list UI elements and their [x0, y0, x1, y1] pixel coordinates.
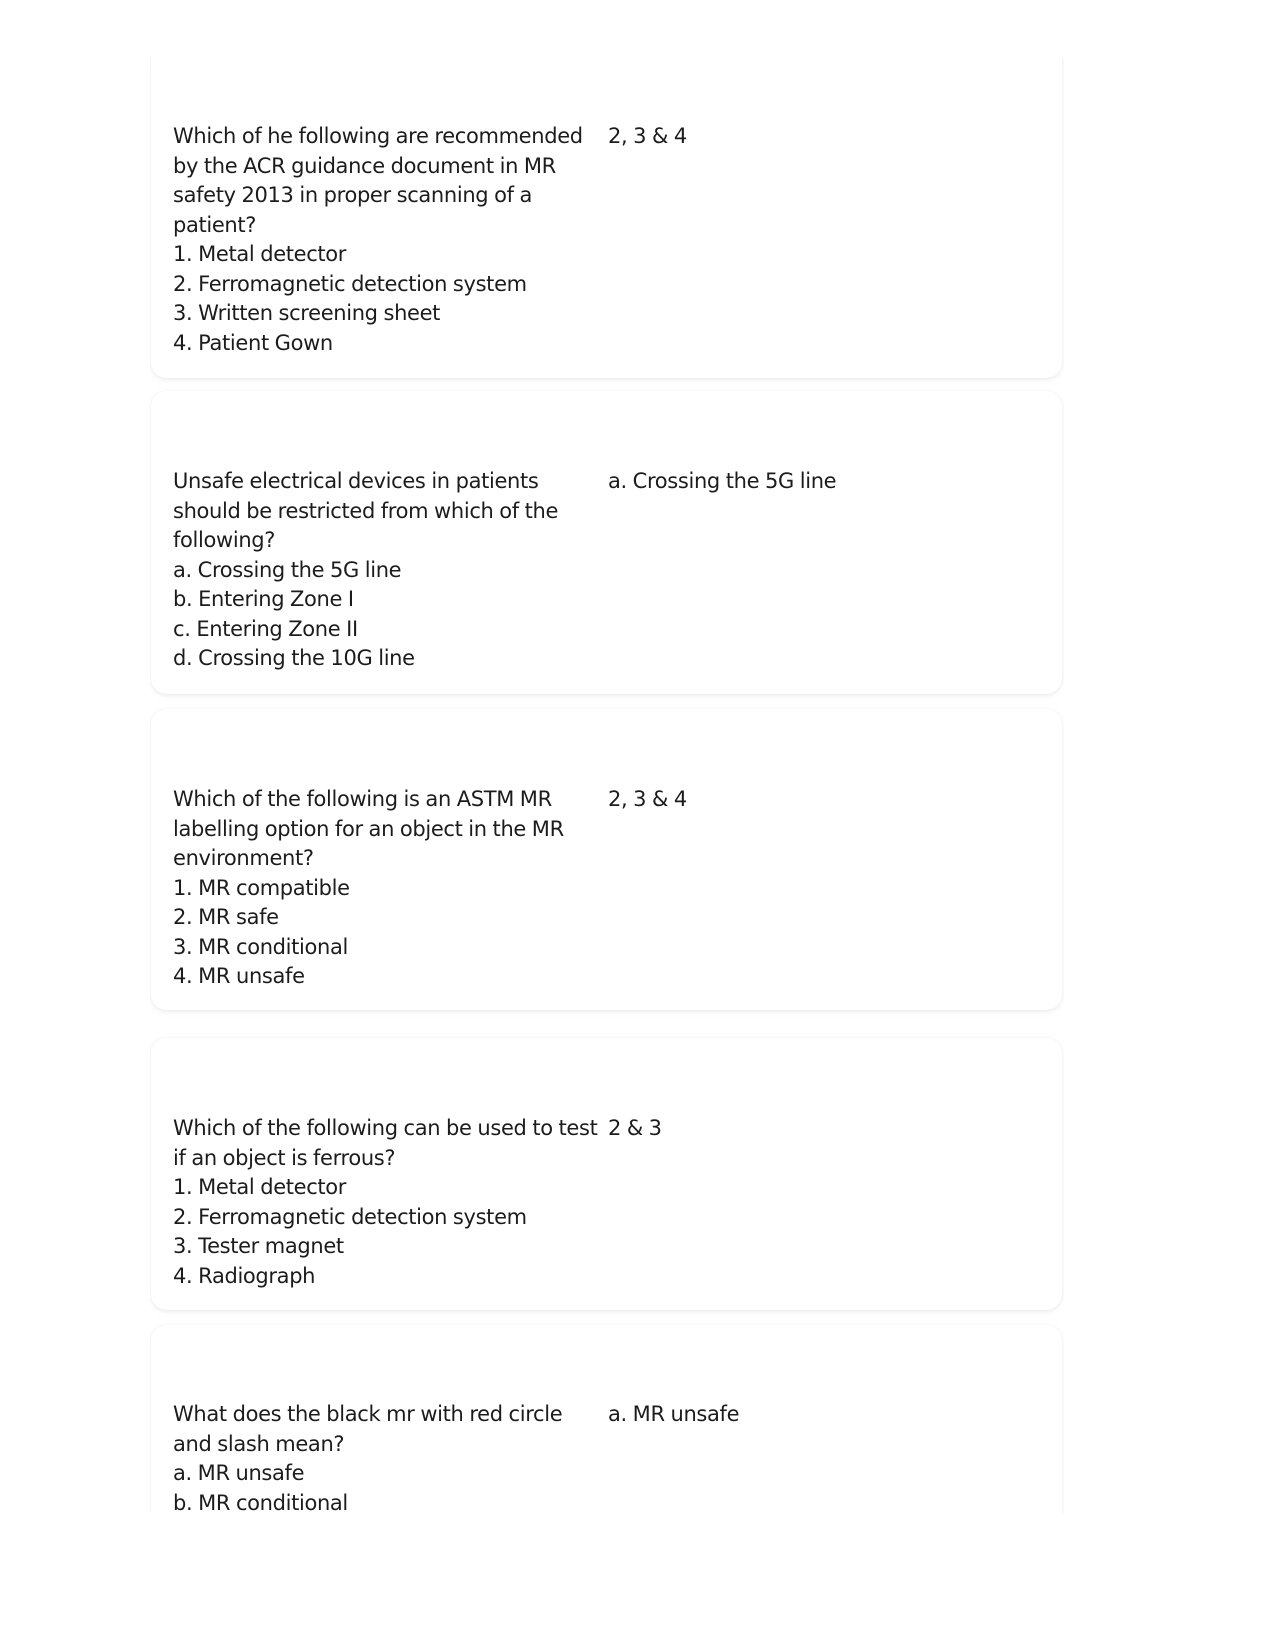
flashcard	[151, 391, 1062, 694]
card-term	[173, 122, 608, 358]
card-term	[173, 1114, 608, 1291]
term-line: labelling option for an object in the MR	[173, 816, 564, 841]
card-definition: a. MR unsafe	[608, 1402, 740, 1426]
term-line: safety 2013 in proper scanning of a	[173, 183, 532, 207]
flashcard-list[interactable]	[150, 55, 1064, 1513]
card-definition: a. Crossing the 5G line	[608, 469, 837, 493]
term-option: 4. Patient Gown	[173, 330, 333, 355]
term-option: c. Entering Zone II	[173, 616, 358, 641]
term-line: Unsafe electrical devices in patients	[173, 469, 539, 493]
term-option: 2. MR safe	[173, 905, 279, 929]
card-term	[173, 467, 608, 674]
term-line: patient?	[173, 212, 257, 237]
term-line: What does the black mr with red circle	[173, 1402, 563, 1426]
term-option: 2. Ferromagnetic detection system	[173, 271, 527, 296]
term-option: b. Entering Zone I	[173, 587, 354, 611]
term-option: 4. Radiograph	[173, 1263, 316, 1288]
term-option: a. Crossing the 5G line	[173, 557, 402, 582]
term-option: 1. Metal detector	[173, 1175, 347, 1199]
term-line: by the ACR guidance document in MR	[173, 153, 556, 178]
term-line: Which of he following are recommended	[173, 124, 583, 148]
term-line: should be restricted from which of the	[173, 498, 559, 523]
term-option: 1. Metal detector	[173, 242, 347, 266]
term-line: if an object is ferrous?	[173, 1145, 396, 1170]
card-definition: 2, 3 & 4	[608, 124, 687, 148]
term-option: 3. Written screening sheet	[173, 301, 441, 325]
flashcard	[151, 1325, 1062, 1513]
card-term	[173, 1400, 608, 1513]
term-option: 1. MR compatible	[173, 875, 350, 900]
term-line: Which of the following can be used to test	[173, 1116, 598, 1140]
term-line: following?	[173, 528, 276, 552]
card-definition: 2, 3 & 4	[608, 787, 687, 811]
flashcard	[151, 1038, 1062, 1310]
term-line: and slash mean?	[173, 1431, 345, 1456]
card-term	[173, 785, 608, 992]
card-definition: 2 & 3	[608, 1116, 662, 1140]
term-option: 3. MR conditional	[173, 934, 348, 959]
flashcard	[151, 55, 1062, 378]
term-option: b. MR conditional	[173, 1490, 348, 1513]
term-option: a. MR unsafe	[173, 1461, 305, 1485]
flashcard	[151, 709, 1062, 1010]
term-option: 2. Ferromagnetic detection system	[173, 1204, 527, 1229]
term-line: Which of the following is an ASTM MR	[173, 787, 552, 811]
term-option: 3. Tester magnet	[173, 1234, 344, 1258]
term-option: 4. MR unsafe	[173, 964, 305, 988]
term-option: d. Crossing the 10G line	[173, 646, 415, 670]
term-line: environment?	[173, 846, 314, 870]
